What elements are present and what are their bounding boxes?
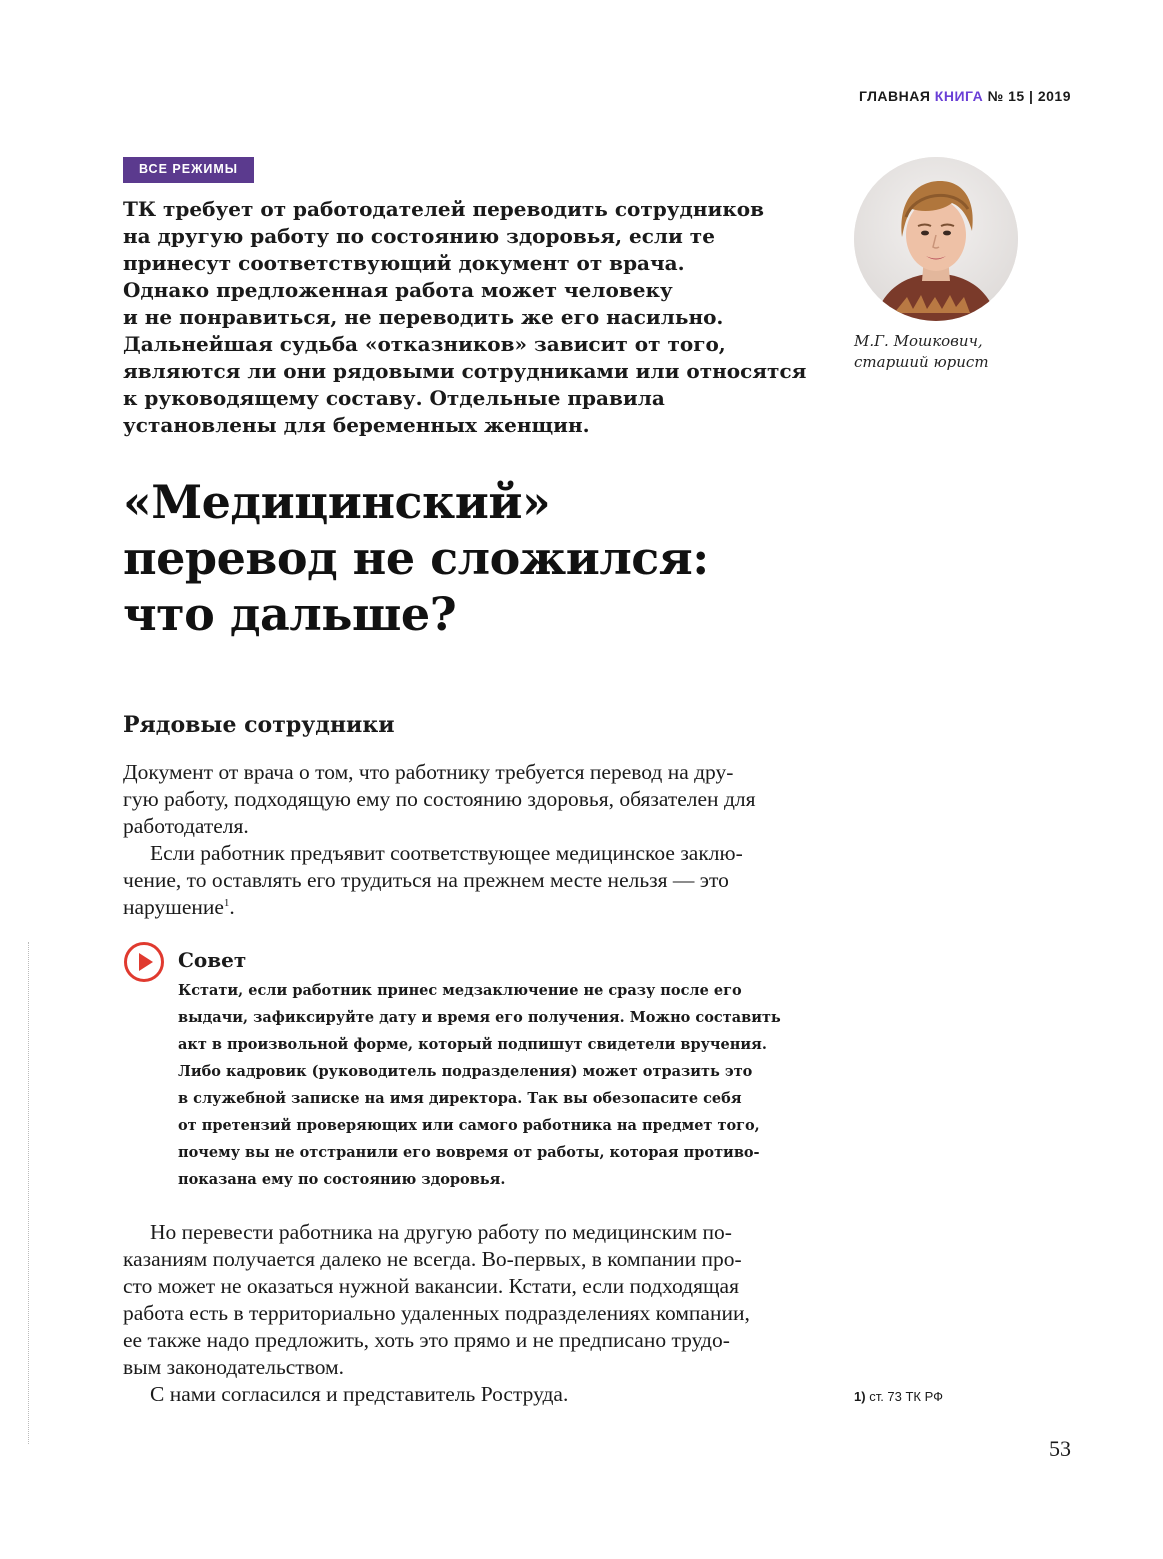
title-line: «Медицинский» bbox=[123, 475, 551, 529]
text-line-last bbox=[123, 894, 803, 921]
lead-line: Однако предложенная работа может человеку bbox=[123, 278, 673, 302]
footnote-number: 1) bbox=[854, 1389, 866, 1404]
margin-rule bbox=[28, 942, 30, 1444]
tip-line: в служебной записке на имя директора. Так вы обезопасите себя bbox=[178, 1090, 742, 1107]
portrait-illustration bbox=[854, 157, 1018, 321]
text-line: работа есть в территориально удаленных подразделениях компании, bbox=[123, 1301, 750, 1325]
text-line: Документ от врача о том, что работнику требуется перевод на дру- bbox=[123, 760, 734, 784]
magazine-name-part1: ГЛАВНАЯ bbox=[858, 88, 931, 104]
rubric-tag: ВСЕ РЕЖИМЫ bbox=[123, 157, 254, 183]
lead-line: принесут соответствующий документ от врача. bbox=[123, 251, 685, 275]
author-name: М.Г. Мошкович, bbox=[854, 332, 983, 350]
text-line: вым законодательством. bbox=[123, 1355, 345, 1379]
lead-line: и не понравиться, не переводить же его насильно. bbox=[123, 305, 724, 329]
paragraph-4 bbox=[123, 1381, 803, 1408]
footnote bbox=[854, 1389, 943, 1404]
text-fragment: . bbox=[229, 895, 235, 919]
text-line: сто может не оказаться нужной вакансии. Кстати, если подходящая bbox=[123, 1274, 739, 1298]
lead-line: установлены для беременных женщин. bbox=[123, 413, 590, 437]
running-head bbox=[859, 88, 1071, 104]
title-line: перевод не сложился: bbox=[123, 531, 709, 585]
text-line: казаниям получается далеко не всегда. Во-первых, в компании про- bbox=[123, 1247, 742, 1271]
paragraph-3 bbox=[123, 1219, 803, 1381]
paragraph-1 bbox=[123, 759, 803, 840]
author-portrait bbox=[854, 157, 1018, 321]
footnote-ref[interactable]: 1 bbox=[223, 896, 230, 909]
lead-line: к руководящему составу. Отдельные правила bbox=[123, 386, 665, 410]
text-line: С нами согласился и представитель Роструда. bbox=[150, 1382, 569, 1406]
lead-line: Дальнейшая судьба «отказников» зависит от того, bbox=[123, 332, 726, 356]
lead-line: ТК требует от работодателей переводить сотрудников bbox=[123, 197, 765, 221]
author-caption bbox=[854, 331, 989, 373]
text-line: Но перевести работника на другую работу по медицинским по- bbox=[150, 1220, 732, 1244]
article-title bbox=[123, 474, 843, 642]
play-icon bbox=[123, 941, 165, 983]
tip-line: Кстати, если работник принес медзаключение не сразу после его bbox=[178, 982, 742, 999]
tip-line: акт в произвольной форме, который подпишут свидетели вручения. bbox=[178, 1036, 767, 1053]
issue-number: № 15 | 2019 bbox=[987, 88, 1071, 104]
text-line: ее также надо предложить, хоть это прямо и не предписано трудо- bbox=[123, 1328, 730, 1352]
footnote-text: ст. 73 ТК РФ bbox=[869, 1389, 944, 1404]
tip-heading: Совет bbox=[178, 948, 247, 972]
lead-line: являются ли они рядовыми сотрудниками или относятся bbox=[123, 359, 807, 383]
tip-line: выдачи, зафиксируйте дату и время его получения. Можно составить bbox=[178, 1009, 781, 1026]
text-line: Если работник предъявит соответствующее медицинское заклю- bbox=[150, 841, 743, 865]
lead-paragraph bbox=[123, 196, 813, 439]
tip-line: Либо кадровик (руководитель подразделения) может отразить это bbox=[178, 1063, 753, 1080]
tip-line: почему вы не отстранили его вовремя от работы, которая противо- bbox=[178, 1144, 760, 1161]
page-number: 53 bbox=[1049, 1436, 1071, 1461]
text-line: гую работу, подходящую ему по состоянию здоровья, обязателен для bbox=[123, 787, 756, 811]
magazine-name-part2: КНИГА bbox=[934, 88, 984, 104]
author-position: старший юрист bbox=[854, 353, 989, 371]
tip-line: показана ему по состоянию здоровья. bbox=[178, 1171, 506, 1188]
text-line: работодателя. bbox=[123, 814, 249, 838]
tip-line: от претензий проверяющих или самого работника на предмет того, bbox=[178, 1117, 760, 1134]
text-line: чение, то оставлять его трудиться на прежнем месте нельзя — это bbox=[123, 868, 729, 892]
text-fragment: нарушение bbox=[123, 895, 224, 919]
tip-body bbox=[178, 977, 818, 1193]
title-line: что дальше? bbox=[123, 587, 457, 641]
lead-line: на другую работу по состоянию здоровья, если те bbox=[123, 224, 715, 248]
paragraph-2 bbox=[123, 840, 803, 921]
section-heading: Рядовые сотрудники bbox=[123, 712, 395, 738]
